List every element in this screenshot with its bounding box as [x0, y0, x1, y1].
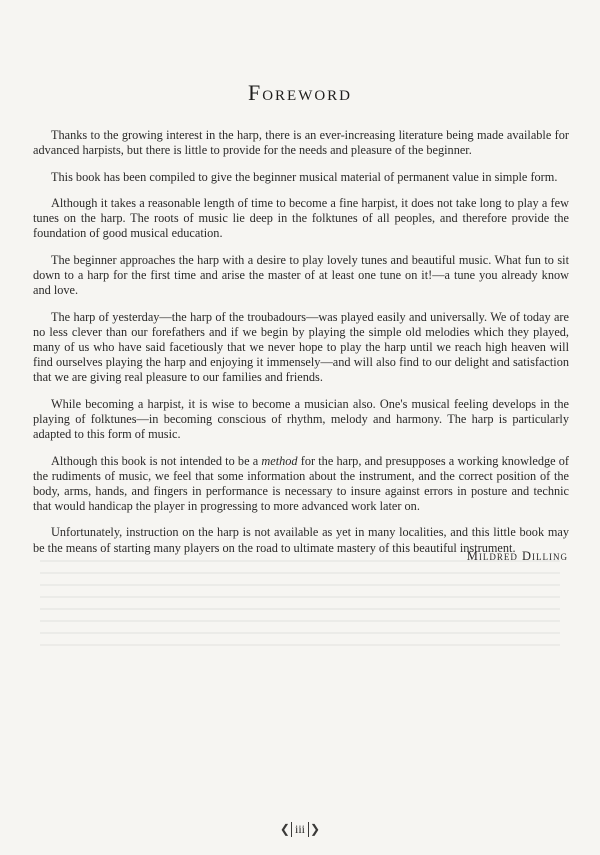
paragraph-2: This book has been compiled to give the beginner musical material of permanent value in simple form. — [51, 169, 558, 184]
paragraph-7 — [33, 454, 569, 514]
method-emphasis: method — [261, 453, 298, 468]
paragraph-6: While becoming a harpist, it is wise to become a musician also. One's musical feeling develops in the playing of folktunes—in becoming conscious of rhythm, melody and harmony. The harp is particularly adapted to this form of music. — [33, 396, 569, 441]
paragraph-3: Although it takes a reasonable length of time to become a fine harpist, it does not take long to play a few tunes on the harp. The roots of music lie deep in the folktunes of all peoples, and therefore provide the foundation of good musical education. — [33, 196, 569, 241]
paragraph-1: Thanks to the growing interest in the harp, there is an ever-increasing literature being made available for advanced harpists, but there is little to provide for the needs and pleasure of the beginner. — [33, 128, 569, 158]
author-signature: Mildred Dilling — [466, 549, 568, 563]
paragraph-7-before: Although this book is not intended to be a — [51, 453, 262, 468]
page-number-footer — [0, 822, 600, 837]
bleed-through-texture — [40, 550, 560, 750]
paragraph-7-after: for the harp, and presupposes a working knowledge of the rudiments of music, we feel that some information about the instrument, and the correct position of the body, arms, hands, and fingers in performance is necessary to insure against errors in posture and technic that would handicap the player in progressing to more advanced work later on. — [33, 453, 569, 513]
page-number: iii — [291, 822, 309, 837]
page-title: Foreword — [247, 80, 353, 105]
paragraph-5: The harp of yesterday—the harp of the troubadours—was played easily and universally. We of today are no less clever than our forefathers and if we begin by playing the simple old melodies which they played, many of us who have said facetiously that we never hope to play the harp until we reach high heaven will find ourselves playing the harp and enjoying it immensely—and will also find to our delight and satisfaction that we are giving real pleasure to our families and friends. — [33, 309, 569, 385]
right-ornament-icon: ❯ — [310, 822, 321, 836]
paragraph-4: The beginner approaches the harp with a desire to play lovely tunes and beautiful music. What fun to sit down to a harp for the first time and arise the master of at least one tune on it!—a tune you already know and love. — [33, 253, 569, 298]
paragraph-8: Unfortunately, instruction on the harp is not available as yet in many localities, and this little book may be the means of starting many players on the road to ultimate mastery of this beautiful instrument. — [33, 525, 569, 555]
foreword-body — [33, 128, 569, 567]
left-ornament-icon: ❮ — [279, 822, 290, 836]
